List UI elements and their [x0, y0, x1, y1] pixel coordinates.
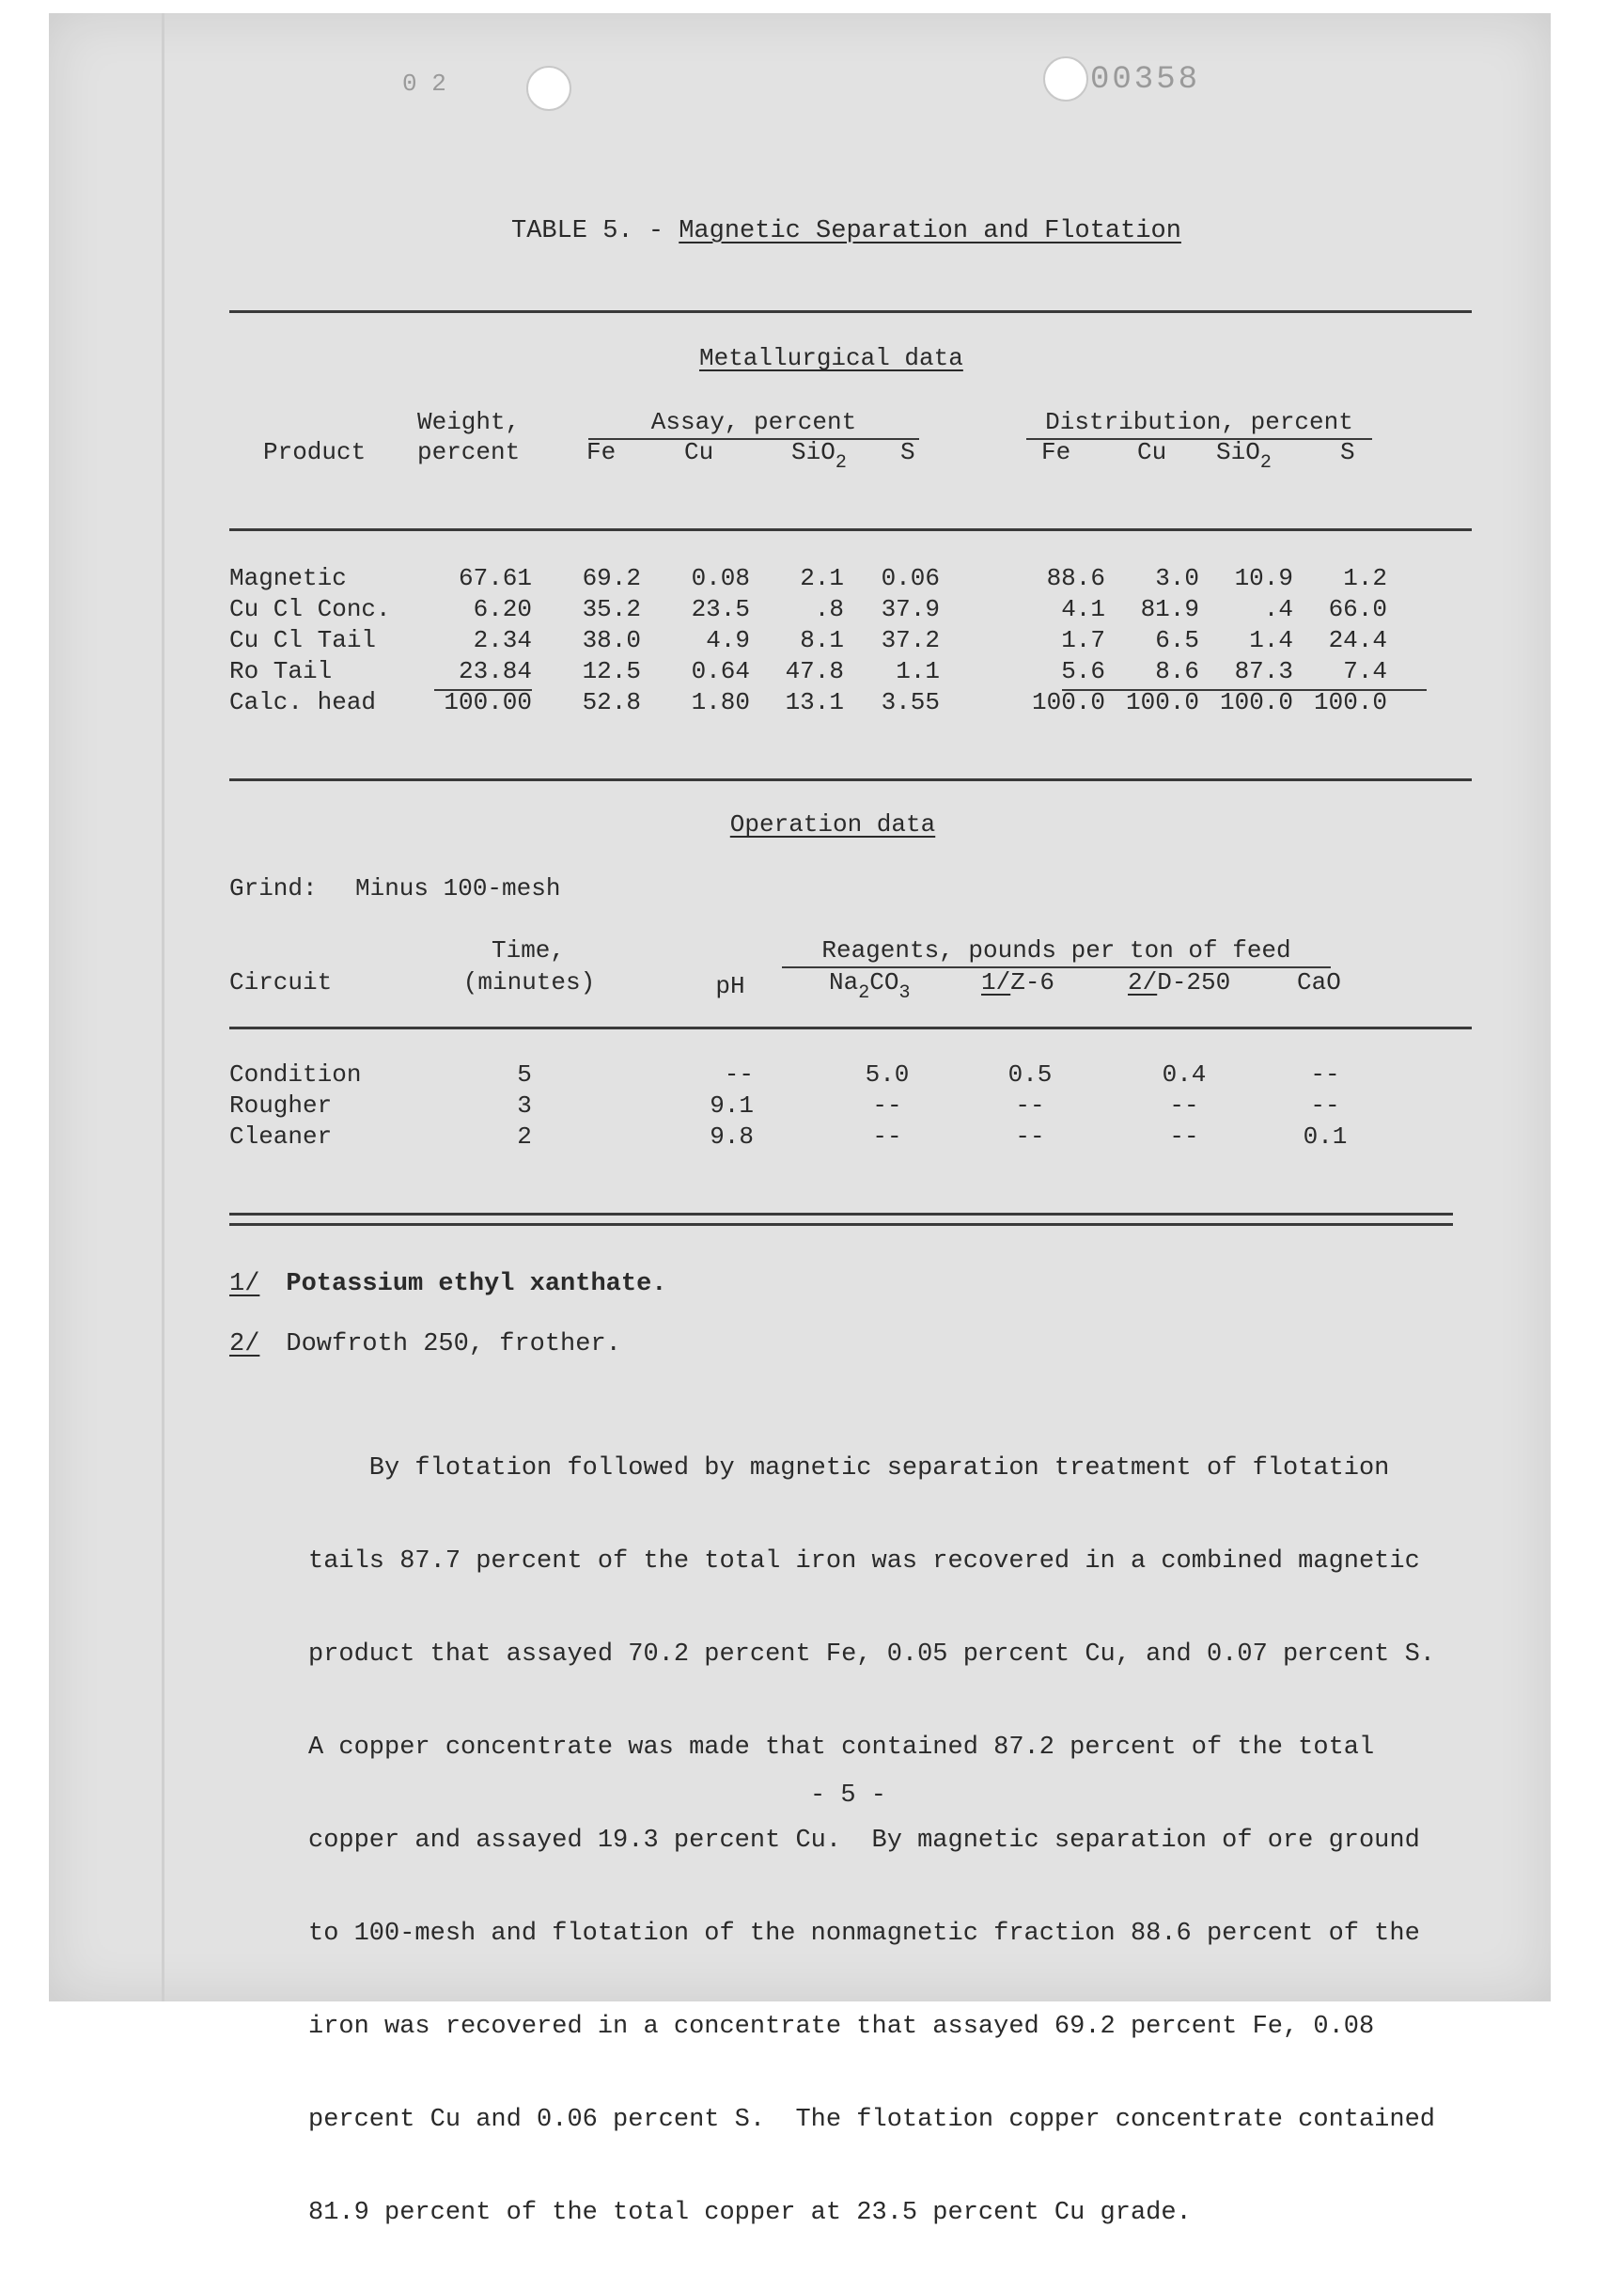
cell-assay-fe: 69.2 — [582, 564, 641, 592]
dist-header-cu: Cu — [1137, 438, 1167, 466]
cell-assay-fe: 12.5 — [582, 657, 641, 685]
table-row-product: Cu Cl Tail — [229, 626, 377, 654]
footnote-2-text: Dowfroth 250, frother. — [286, 1330, 621, 1358]
footnote-1-text: Potassium ethyl xanthate. — [286, 1270, 667, 1298]
cell-weight: 2.34 — [473, 626, 532, 654]
assay-header-s: S — [900, 438, 915, 466]
assay-header-fe: Fe — [586, 438, 617, 466]
cell-dist-s: 24.4 — [1328, 626, 1387, 654]
cell-assay-s: 37.2 — [881, 626, 940, 654]
cell-time: 2 — [517, 1122, 532, 1151]
cell-assay-sio2: 13.1 — [785, 688, 844, 716]
table-end-rule-2 — [229, 1223, 1453, 1226]
cell-weight: 100.00 — [444, 688, 532, 716]
dist-header-s: S — [1340, 438, 1355, 466]
cell-assay-sio2: .8 — [814, 595, 844, 623]
d250-label: D-250 — [1157, 968, 1231, 996]
col-header-cao: CaO — [1297, 968, 1341, 996]
punch-hole-left — [526, 66, 571, 111]
paragraph-line: to 100-mesh and flotation of the nonmagnetic fraction 88.6 percent of the — [308, 1920, 1420, 1948]
table-title-main: Magnetic Separation and Flotation — [679, 217, 1181, 245]
cell-dist-s: 1.2 — [1343, 564, 1387, 592]
assay-header-sio2 — [791, 438, 847, 478]
cell-weight: 67.61 — [458, 564, 532, 592]
table-row-circuit: Rougher — [229, 1091, 333, 1120]
cell-dist-s: 100.0 — [1313, 688, 1387, 716]
cell-dist-s: 7.4 — [1343, 657, 1387, 685]
assay-group-header: Assay, percent — [588, 408, 919, 440]
cell-assay-cu: 0.08 — [691, 564, 750, 592]
dist-header-fe: Fe — [1041, 438, 1071, 466]
paragraph-line: tails 87.7 percent of the total iron was recovered in a combined magnetic — [308, 1547, 1420, 1576]
page-fold-line — [162, 13, 164, 2001]
cell-assay-fe: 52.8 — [582, 688, 641, 716]
metallurgical-heading: Metallurgical data — [699, 344, 963, 372]
cell-assay-sio2: 47.8 — [785, 657, 844, 685]
z6-label: Z-6 — [1010, 968, 1055, 996]
cell-time: 3 — [517, 1091, 532, 1120]
cell-assay-cu: 4.9 — [706, 626, 750, 654]
operation-header-rule — [229, 1027, 1472, 1029]
col-header-d250 — [1128, 968, 1230, 996]
cell-dist-cu: 3.0 — [1155, 564, 1199, 592]
na2co3-co: CO — [869, 968, 899, 996]
document-page — [49, 13, 1551, 2227]
assay-header-cu: Cu — [684, 438, 714, 466]
table-title-prefix: TABLE 5. - — [511, 217, 679, 245]
cell-ph: 9.1 — [710, 1091, 754, 1120]
cell-dist-cu: 81.9 — [1140, 595, 1199, 623]
col-header-weight-line1: Weight, — [417, 408, 521, 436]
cell-cao: 0.1 — [1303, 1122, 1348, 1151]
cell-na2co3: 5.0 — [865, 1060, 910, 1089]
col-header-time-line2: (minutes) — [462, 968, 596, 996]
cell-dist-sio2: 10.9 — [1234, 564, 1293, 592]
cell-dist-sio2: 1.4 — [1249, 626, 1293, 654]
cell-dist-s: 66.0 — [1328, 595, 1387, 623]
table-top-rule — [229, 310, 1472, 313]
paragraph-line: By flotation followed by magnetic separation treatment of flotation — [308, 1454, 1390, 1483]
table-row-circuit: Condition — [229, 1060, 362, 1089]
col-header-product: Product — [263, 438, 367, 466]
table-row-circuit: Cleaner — [229, 1122, 333, 1151]
col-header-z6 — [981, 968, 1054, 996]
col-header-ph: pH — [715, 972, 745, 1000]
na2co3-sub3: 3 — [898, 982, 911, 1004]
cell-d250: -- — [1169, 1122, 1199, 1151]
cell-ph: 9.8 — [710, 1122, 754, 1151]
cell-d250: 0.4 — [1162, 1060, 1207, 1089]
table-row-product: Magnetic — [229, 564, 347, 592]
cell-z6: -- — [1015, 1091, 1045, 1120]
cell-dist-sio2: 100.0 — [1219, 688, 1293, 716]
cell-assay-fe: 38.0 — [582, 626, 641, 654]
cell-weight: 6.20 — [473, 595, 532, 623]
d250-footnote-mark: 2/ — [1128, 968, 1158, 996]
cell-assay-cu: 1.80 — [691, 688, 750, 716]
col-header-weight-line2: percent — [417, 438, 521, 466]
cell-dist-sio2: .4 — [1263, 595, 1293, 623]
paragraph-line: iron was recovered in a concentrate that assayed 69.2 percent Fe, 0.08 — [308, 2013, 1375, 2041]
grind-label: Grind: — [229, 874, 318, 902]
footnote-2-mark: 2/ — [229, 1330, 260, 1358]
cell-dist-fe: 88.6 — [1046, 564, 1105, 592]
metallurgical-bottom-rule — [229, 778, 1472, 781]
table-row-product: Calc. head — [229, 688, 377, 716]
cell-dist-fe: 100.0 — [1031, 688, 1105, 716]
summary-paragraph — [308, 1391, 1435, 2291]
cell-ph: -- — [724, 1060, 754, 1089]
cell-assay-cu: 0.64 — [691, 657, 750, 685]
cell-weight: 23.84 — [458, 657, 532, 685]
na2co3-na: Na — [829, 968, 859, 996]
paragraph-line: copper and assayed 19.3 percent Cu. By magnetic separation of ore ground — [308, 1827, 1420, 1855]
cell-na2co3: -- — [872, 1091, 902, 1120]
dist-header-sio2-sub: 2 — [1259, 452, 1272, 474]
cell-time: 5 — [517, 1060, 532, 1089]
cell-assay-sio2: 8.1 — [800, 626, 844, 654]
page-number: - 5 - — [810, 1781, 887, 1810]
footnote-1-mark: 1/ — [229, 1270, 260, 1298]
distribution-group-header: Distribution, percent — [1026, 408, 1372, 440]
table-title — [511, 216, 1181, 247]
paragraph-line: product that assayed 70.2 percent Fe, 0.05 percent Cu, and 0.07 percent S. — [308, 1640, 1435, 1669]
paragraph-line: 81.9 percent of the total copper at 23.5 percent Cu grade. — [308, 2199, 1192, 2227]
col-header-time-line1: Time, — [491, 936, 565, 965]
assay-header-sio2-base: SiO — [791, 438, 835, 466]
col-header-na2co3 — [829, 968, 910, 1008]
paragraph-line: A copper concentrate was made that contained 87.2 percent of the total — [308, 1734, 1375, 1762]
punch-hole-right — [1043, 56, 1088, 102]
cell-d250: -- — [1169, 1091, 1199, 1120]
cell-cao: -- — [1310, 1091, 1340, 1120]
assay-header-sio2-sub: 2 — [835, 452, 847, 474]
cell-dist-fe: 4.1 — [1061, 595, 1105, 623]
cell-dist-cu: 6.5 — [1155, 626, 1199, 654]
paragraph-line: percent Cu and 0.06 percent S. The flotation copper concentrate contained — [308, 2106, 1435, 2134]
z6-footnote-mark: 1/ — [981, 968, 1011, 996]
cell-z6: 0.5 — [1007, 1060, 1053, 1089]
cell-assay-cu: 23.5 — [691, 595, 750, 623]
cell-assay-sio2: 2.1 — [800, 564, 844, 592]
dist-header-sio2 — [1216, 438, 1272, 478]
table-row-product: Ro Tail — [229, 657, 333, 685]
table-row-product: Cu Cl Conc. — [229, 595, 391, 623]
cell-cao: -- — [1310, 1060, 1340, 1089]
footnote-1 — [229, 1269, 666, 1300]
cell-assay-s: 1.1 — [896, 657, 940, 685]
cell-z6: -- — [1015, 1122, 1045, 1151]
col-header-circuit: Circuit — [229, 968, 333, 996]
cell-dist-cu: 8.6 — [1155, 657, 1199, 685]
cell-assay-s: 37.9 — [881, 595, 940, 623]
cell-dist-cu: 100.0 — [1125, 688, 1199, 716]
dist-header-sio2-base: SiO — [1216, 438, 1260, 466]
footnote-2 — [229, 1329, 621, 1360]
stamp-number: 00358 — [1090, 62, 1201, 98]
na2co3-sub2: 2 — [858, 982, 870, 1004]
cell-dist-fe: 5.6 — [1061, 657, 1105, 685]
cell-dist-fe: 1.7 — [1061, 626, 1105, 654]
metallurgical-header-rule — [229, 528, 1472, 531]
table-end-rule-1 — [229, 1213, 1453, 1216]
cell-assay-s: 3.55 — [881, 688, 940, 716]
operation-heading: Operation data — [729, 810, 936, 839]
cell-assay-s: 0.06 — [881, 564, 940, 592]
reagents-group-header: Reagents, pounds per ton of feed — [782, 936, 1331, 968]
stamp-left: 0 2 — [402, 70, 461, 98]
cell-assay-fe: 35.2 — [582, 595, 641, 623]
cell-na2co3: -- — [872, 1122, 902, 1151]
grind-value: Minus 100-mesh — [355, 874, 561, 902]
cell-dist-sio2: 87.3 — [1234, 657, 1293, 685]
